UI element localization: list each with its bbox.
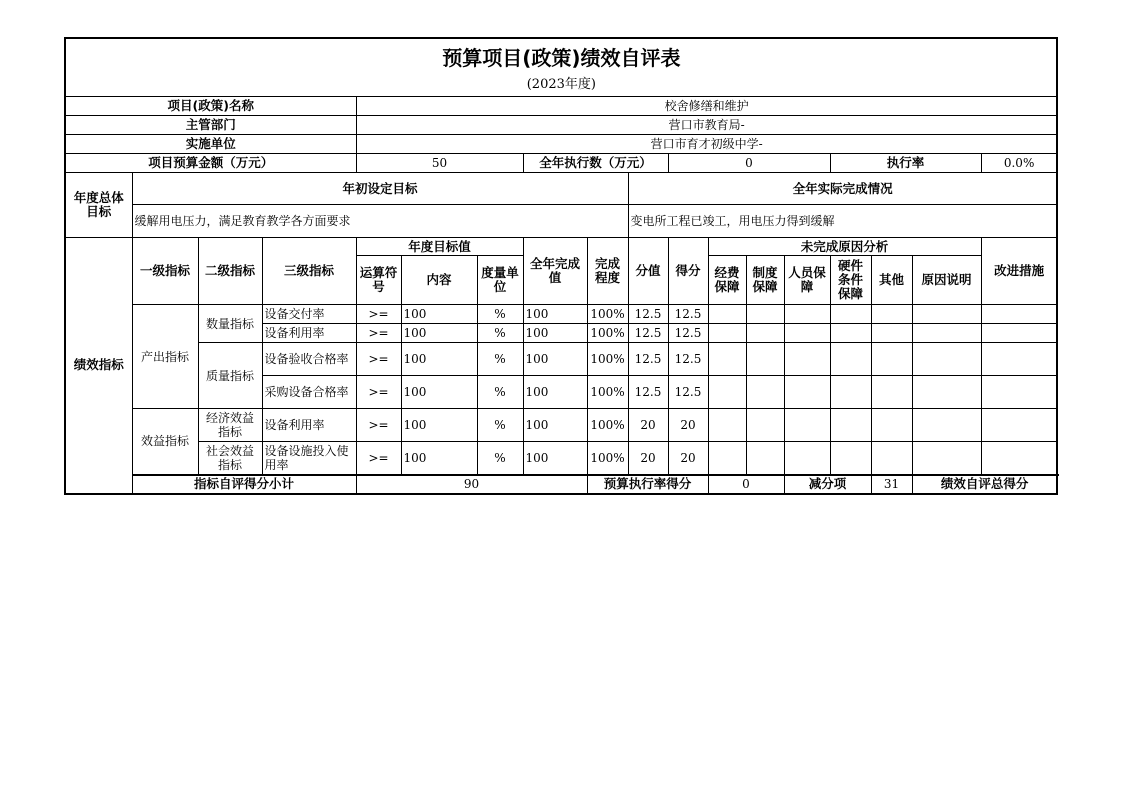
group-output: 产出指标 xyxy=(132,305,198,409)
deduction-value: 31 xyxy=(871,475,912,494)
subtotal-label: 指标自评得分小计 xyxy=(132,475,356,494)
group-benefit: 效益指标 xyxy=(132,409,198,475)
blank-cell xyxy=(981,324,1057,343)
blank-cell xyxy=(912,442,981,475)
indicator-operator: >= xyxy=(356,305,401,324)
indicator-operator: >= xyxy=(356,442,401,475)
indicator-completion: 100% xyxy=(587,305,628,324)
completion-header: 完成程度 xyxy=(587,238,628,305)
indicator-score: 12.5 xyxy=(668,305,708,324)
blank-cell xyxy=(746,305,784,324)
blank-cell xyxy=(871,409,912,442)
funding-header: 经费保障 xyxy=(708,256,746,305)
indicator-content: 100 xyxy=(401,442,477,475)
blank-cell xyxy=(871,305,912,324)
indicator-score: 20 xyxy=(668,409,708,442)
blank-cell xyxy=(912,343,981,376)
blank-cell xyxy=(830,376,871,409)
project-name-label: 项目(政策)名称 xyxy=(65,97,356,116)
budget-amount-label: 项目预算金额（万元） xyxy=(65,154,356,173)
group-social: 社会效益指标 xyxy=(198,442,262,475)
indicator-operator: >= xyxy=(356,376,401,409)
blank-cell xyxy=(784,376,830,409)
actual-completion-text: 变电所工程已竣工，用电压力得到缓解 xyxy=(628,205,1057,238)
indicator-weight: 20 xyxy=(628,442,668,475)
blank-cell xyxy=(708,376,746,409)
indicator-unit: % xyxy=(477,305,523,324)
indicator-operator: >= xyxy=(356,324,401,343)
indicator-content: 100 xyxy=(401,343,477,376)
blank-cell xyxy=(871,343,912,376)
executed-amount-value: 0 xyxy=(668,154,830,173)
blank-cell xyxy=(784,324,830,343)
blank-cell xyxy=(912,324,981,343)
department-value: 营口市教育局- xyxy=(356,116,1057,135)
indicator-name: 设备验收合格率 xyxy=(262,343,356,376)
indicator-completion: 100% xyxy=(587,376,628,409)
level1-header: 一级指标 xyxy=(132,238,198,305)
performance-evaluation-table xyxy=(64,37,1058,495)
blank-cell xyxy=(830,442,871,475)
blank-cell xyxy=(981,305,1057,324)
indicator-actual: 100 xyxy=(523,343,587,376)
blank-cell xyxy=(708,409,746,442)
budget-score-label: 预算执行率得分 xyxy=(587,475,708,494)
indicator-actual: 100 xyxy=(523,305,587,324)
executed-amount-label: 全年执行数（万元） xyxy=(523,154,668,173)
annual-target-header: 年度目标值 xyxy=(356,238,523,256)
blank-cell xyxy=(981,442,1057,475)
blank-cell xyxy=(912,376,981,409)
blank-cell xyxy=(708,305,746,324)
blank-cell xyxy=(784,305,830,324)
explanation-header: 原因说明 xyxy=(912,256,981,305)
blank-cell xyxy=(746,409,784,442)
group-economic: 经济效益指标 xyxy=(198,409,262,442)
blank-cell xyxy=(871,324,912,343)
blank-cell xyxy=(746,324,784,343)
indicator-unit: % xyxy=(477,343,523,376)
blank-cell xyxy=(746,376,784,409)
blank-cell xyxy=(830,343,871,376)
indicator-name: 设备利用率 xyxy=(262,409,356,442)
indicator-weight: 12.5 xyxy=(628,324,668,343)
unit-header: 度量单位 xyxy=(477,256,523,305)
blank-cell xyxy=(784,343,830,376)
budget-amount-value: 50 xyxy=(356,154,523,173)
group-quantity: 数量指标 xyxy=(198,305,262,343)
indicator-unit: % xyxy=(477,324,523,343)
implementing-unit-value: 营口市育才初级中学- xyxy=(356,135,1057,154)
system-header: 制度保障 xyxy=(746,256,784,305)
indicator-actual: 100 xyxy=(523,409,587,442)
content-header: 内容 xyxy=(401,256,477,305)
indicator-weight: 12.5 xyxy=(628,343,668,376)
indicator-completion: 100% xyxy=(587,343,628,376)
blank-cell xyxy=(981,376,1057,409)
blank-cell xyxy=(871,376,912,409)
indicator-weight: 12.5 xyxy=(628,376,668,409)
deduction-label: 减分项 xyxy=(784,475,871,494)
page-title: 预算项目(政策)绩效自评表 xyxy=(65,38,1057,74)
indicator-operator: >= xyxy=(356,343,401,376)
blank-cell xyxy=(912,409,981,442)
actual-value-header: 全年完成值 xyxy=(523,238,587,305)
indicator-name: 设备利用率 xyxy=(262,324,356,343)
blank-cell xyxy=(981,409,1057,442)
hardware-header: 硬件条件保障 xyxy=(830,256,871,305)
personnel-header: 人员保障 xyxy=(784,256,830,305)
indicator-completion: 100% xyxy=(587,442,628,475)
unfinished-reasons-header: 未完成原因分析 xyxy=(708,238,981,256)
blank-cell xyxy=(708,442,746,475)
group-quality: 质量指标 xyxy=(198,343,262,409)
indicator-content: 100 xyxy=(401,324,477,343)
indicator-unit: % xyxy=(477,376,523,409)
execution-rate-value: 0.0% xyxy=(981,154,1057,173)
subtotal-value: 90 xyxy=(356,475,587,494)
initial-goal-text: 缓解用电压力，满足教育教学各方面要求 xyxy=(132,205,628,238)
score-header: 得分 xyxy=(668,238,708,305)
blank-cell xyxy=(784,442,830,475)
indicator-weight: 12.5 xyxy=(628,305,668,324)
indicator-score: 12.5 xyxy=(668,324,708,343)
performance-indicator-label: 绩效指标 xyxy=(65,238,132,494)
budget-score-value: 0 xyxy=(708,475,784,494)
indicator-score: 12.5 xyxy=(668,343,708,376)
indicator-name: 采购设备合格率 xyxy=(262,376,356,409)
indicator-unit: % xyxy=(477,442,523,475)
level2-header: 二级指标 xyxy=(198,238,262,305)
level3-header: 三级指标 xyxy=(262,238,356,305)
indicator-name: 设备设施投入使用率 xyxy=(262,442,356,475)
blank-cell xyxy=(746,442,784,475)
indicator-actual: 100 xyxy=(523,376,587,409)
report-year: (2023年度) xyxy=(65,74,1057,97)
improvement-header: 改进措施 xyxy=(981,238,1057,305)
indicator-completion: 100% xyxy=(587,409,628,442)
indicator-content: 100 xyxy=(401,305,477,324)
operator-header: 运算符号 xyxy=(356,256,401,305)
indicator-actual: 100 xyxy=(523,442,587,475)
indicator-weight: 20 xyxy=(628,409,668,442)
indicator-score: 20 xyxy=(668,442,708,475)
blank-cell xyxy=(830,409,871,442)
annual-goal-label: 年度总体目标 xyxy=(65,173,132,238)
blank-cell xyxy=(708,324,746,343)
blank-cell xyxy=(784,409,830,442)
execution-rate-label: 执行率 xyxy=(830,154,981,173)
blank-cell xyxy=(830,324,871,343)
indicator-completion: 100% xyxy=(587,324,628,343)
initial-goal-header: 年初设定目标 xyxy=(132,173,628,205)
implementing-unit-label: 实施单位 xyxy=(65,135,356,154)
blank-cell xyxy=(746,343,784,376)
indicator-unit: % xyxy=(477,409,523,442)
department-label: 主管部门 xyxy=(65,116,356,135)
total-score-label: 绩效自评总得分 xyxy=(912,475,1057,494)
indicator-content: 100 xyxy=(401,376,477,409)
project-name-value: 校舍修缮和维护 xyxy=(356,97,1057,116)
indicator-score: 12.5 xyxy=(668,376,708,409)
blank-cell xyxy=(981,343,1057,376)
indicator-operator: >= xyxy=(356,409,401,442)
blank-cell xyxy=(830,305,871,324)
other-header: 其他 xyxy=(871,256,912,305)
indicator-name: 设备交付率 xyxy=(262,305,356,324)
indicator-actual: 100 xyxy=(523,324,587,343)
actual-completion-header: 全年实际完成情况 xyxy=(628,173,1057,205)
indicator-content: 100 xyxy=(401,409,477,442)
blank-cell xyxy=(912,305,981,324)
blank-cell xyxy=(708,343,746,376)
weight-header: 分值 xyxy=(628,238,668,305)
blank-cell xyxy=(871,442,912,475)
